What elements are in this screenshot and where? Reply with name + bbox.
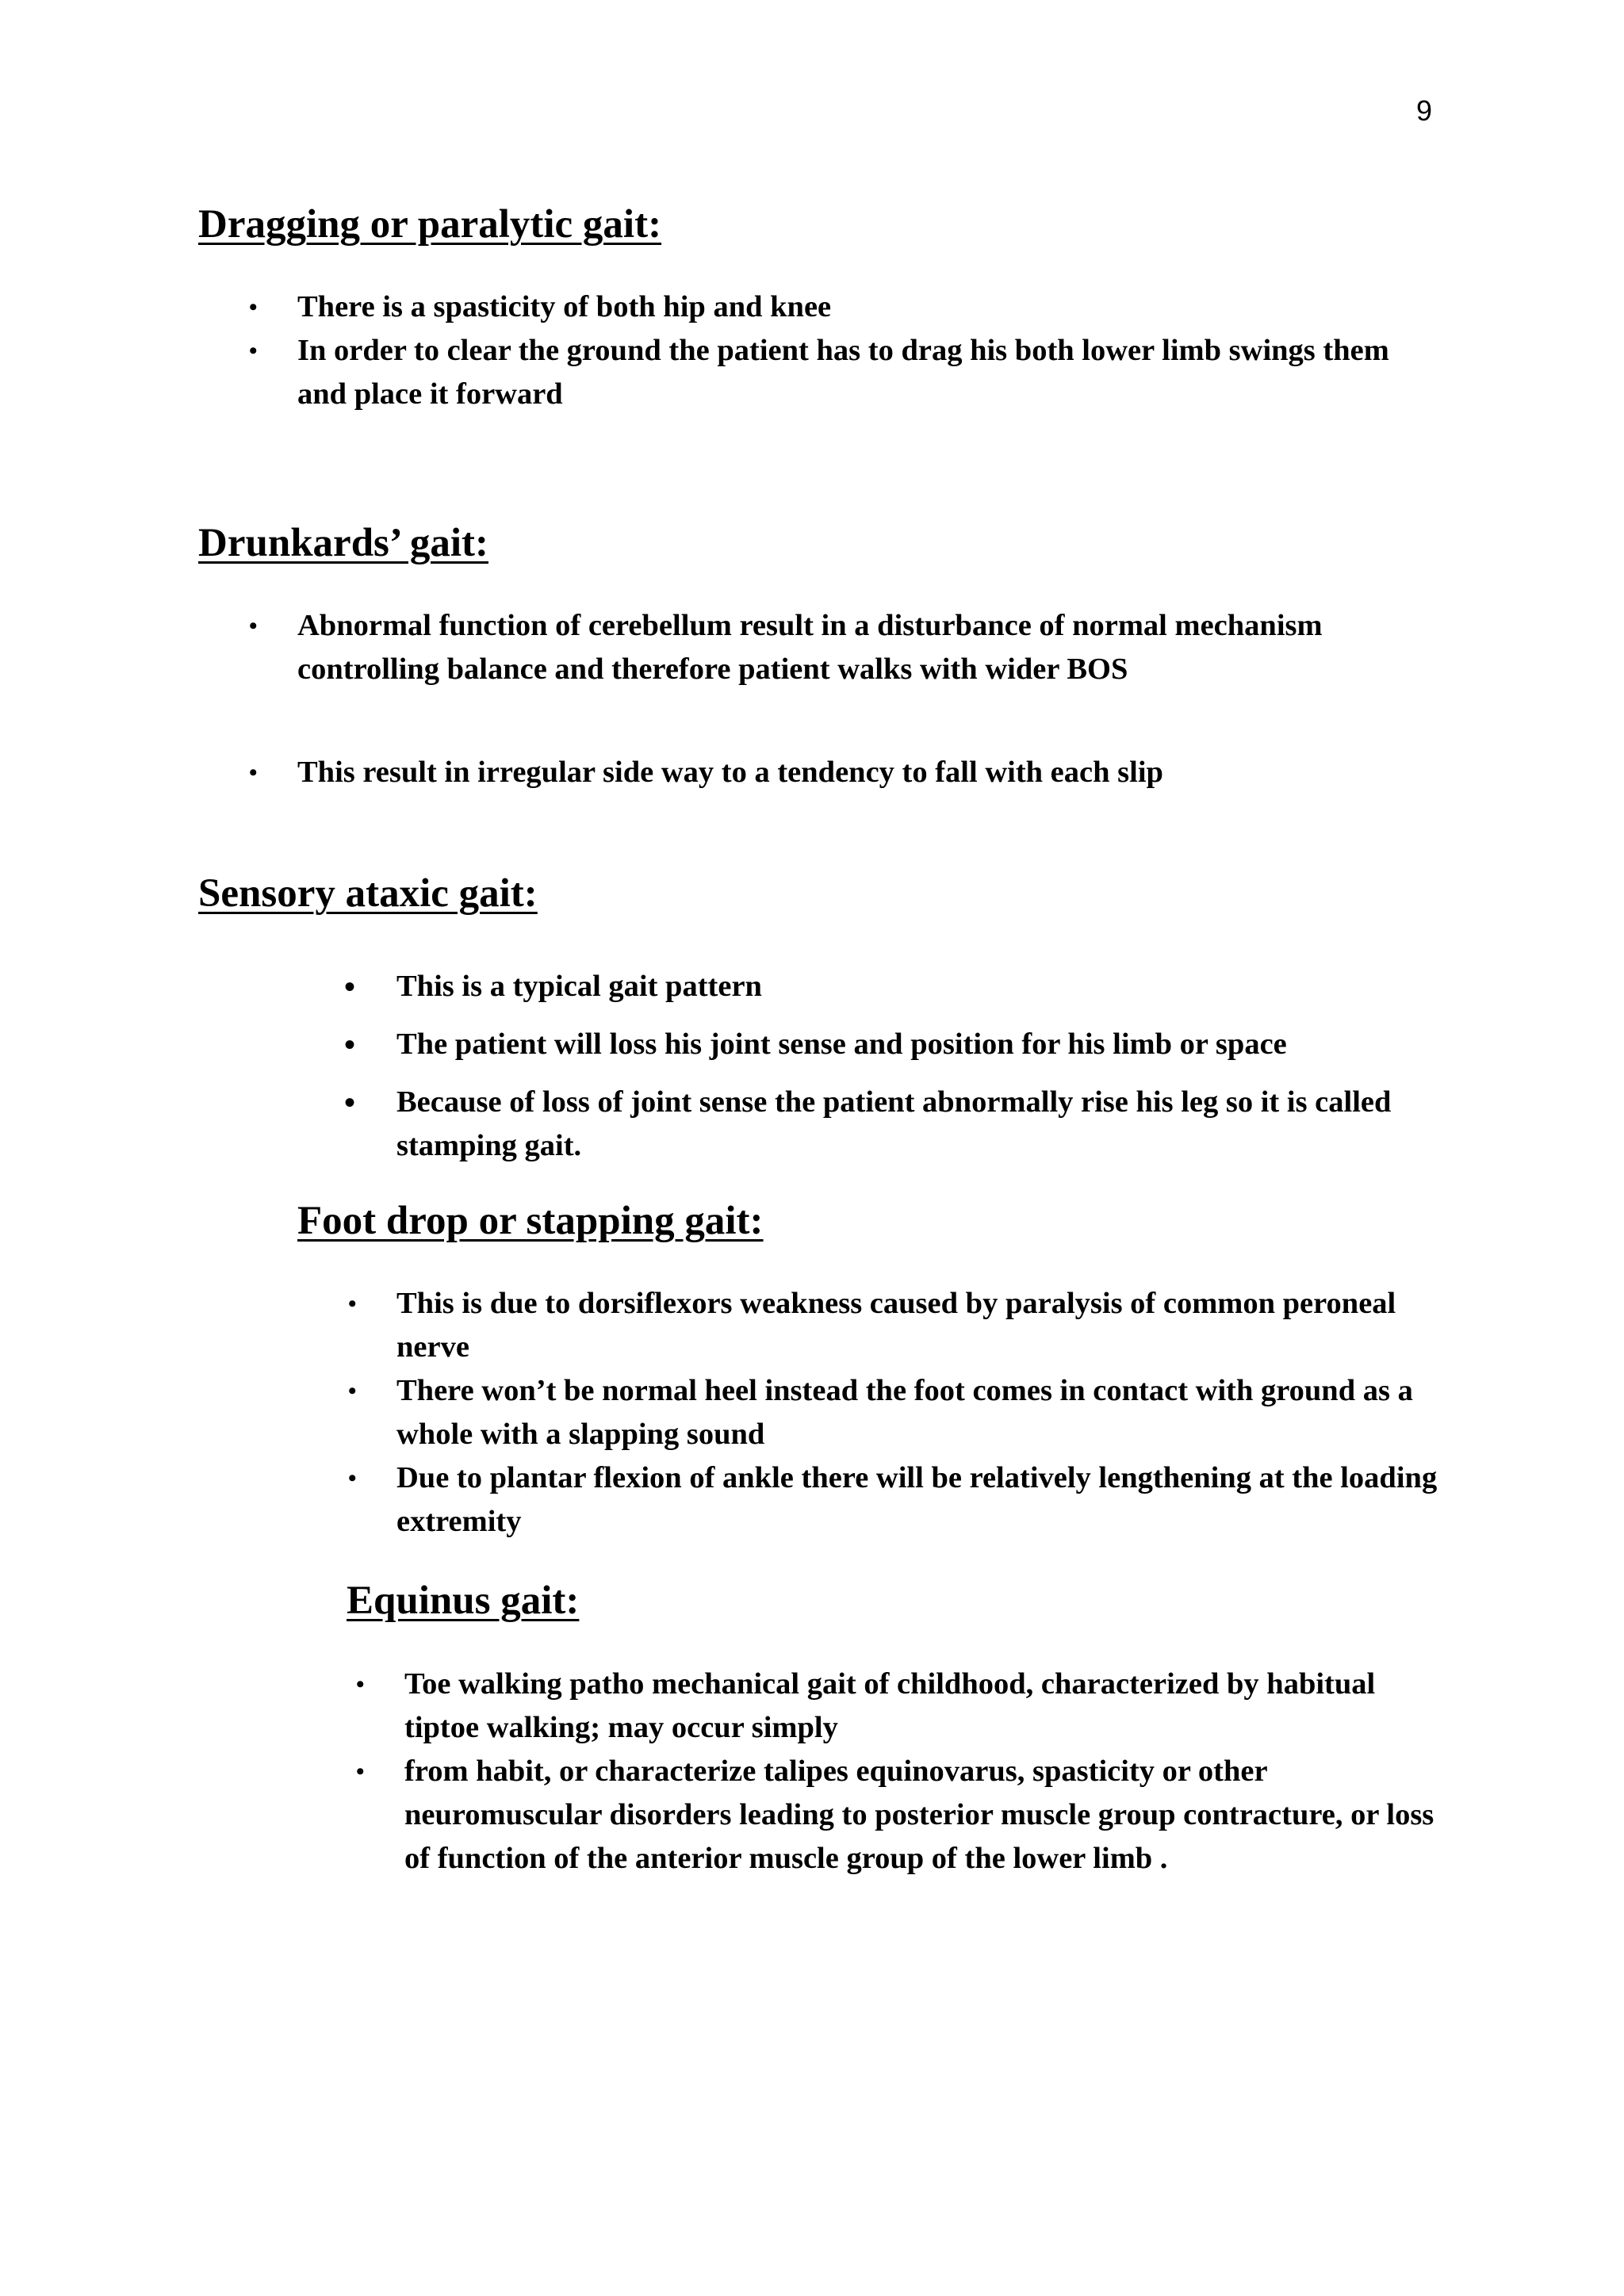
bullet-dot-icon: • <box>356 1671 365 1697</box>
list-item-text: There is a spasticity of both hip and knee <box>297 290 832 323</box>
bullet-dot-icon: • <box>356 1758 365 1785</box>
list-item-text: Abnormal function of cerebellum result in a disturbance of normal mechanism controlling balance and therefore patient walks with wider BOS <box>297 609 1323 686</box>
heading-equinus-gait: Equinus gait: <box>347 1578 580 1623</box>
list-item <box>249 329 1431 416</box>
heading-dragging-gait: Dragging or paralytic gait: <box>198 202 662 247</box>
list-equinus-gait <box>356 1663 1443 1881</box>
bullet-dot-icon: • <box>249 760 258 786</box>
list-item-text: This result in irregular side way to a tendency to fall with each slip <box>297 756 1163 789</box>
list-item-text: Toe walking patho mechanical gait of childhood, characterized by habitual tiptoe walking; may occur simply <box>404 1667 1376 1744</box>
list-item <box>356 1750 1443 1881</box>
list-item-text: The patient will loss his joint sense and position for his limb or space <box>396 1027 1287 1061</box>
list-item <box>348 1282 1451 1369</box>
list-item-text: Due to plantar flexion of ankle there will be relatively lengthening at the loading extremity <box>396 1461 1438 1538</box>
heading-drunkards-gait: Drunkards’ gait: <box>198 521 488 565</box>
list-item <box>348 1456 1451 1544</box>
page-number: 9 <box>1416 94 1433 127</box>
list-item <box>249 604 1431 691</box>
list-item-text: This is due to dorsiflexors weakness caused by paralysis of common peroneal nerve <box>396 1287 1396 1364</box>
list-item <box>249 751 1431 794</box>
list-item <box>249 285 1431 329</box>
list-item-text: In order to clear the ground the patient has to drag his both lower limb swings them and place it forward <box>297 334 1389 411</box>
heading-foot-drop-gait: Foot drop or stapping gait: <box>297 1199 764 1243</box>
bullet-dot-icon: • <box>344 1085 356 1120</box>
heading-sensory-ataxic-gait: Sensory ataxic gait: <box>198 871 538 916</box>
list-dragging-gait <box>249 285 1431 416</box>
list-item <box>344 965 1427 1008</box>
list-item <box>356 1663 1443 1750</box>
bullet-dot-icon: • <box>249 294 258 320</box>
list-item-text: There won’t be normal heel instead the foot comes in contact with ground as a whole with a slapping sound <box>396 1374 1413 1451</box>
list-item <box>344 1023 1427 1066</box>
list-item <box>348 1369 1451 1456</box>
bullet-dot-icon: • <box>249 338 258 364</box>
list-item-text: from habit, or characterize talipes equinovarus, spasticity or other neuromuscular disorders leading to posterior muscle group contracture, or loss of function of the anterior muscle group of the lower limb . <box>404 1755 1434 1875</box>
bullet-dot-icon: • <box>344 1027 356 1062</box>
list-foot-drop-gait <box>348 1282 1451 1544</box>
list-item-text: Because of loss of joint sense the patient abnormally rise his leg so it is called stamping gait. <box>396 1085 1392 1162</box>
bullet-dot-icon: • <box>348 1465 357 1491</box>
list-sensory-ataxic-gait <box>344 965 1427 1168</box>
list-item <box>344 1081 1427 1168</box>
list-drunkards-gait <box>249 604 1431 794</box>
bullet-dot-icon: • <box>348 1291 357 1317</box>
list-item-text: This is a typical gait pattern <box>396 970 762 1003</box>
bullet-dot-icon: • <box>344 969 356 1004</box>
bullet-dot-icon: • <box>348 1378 357 1404</box>
bullet-dot-icon: • <box>249 613 258 639</box>
